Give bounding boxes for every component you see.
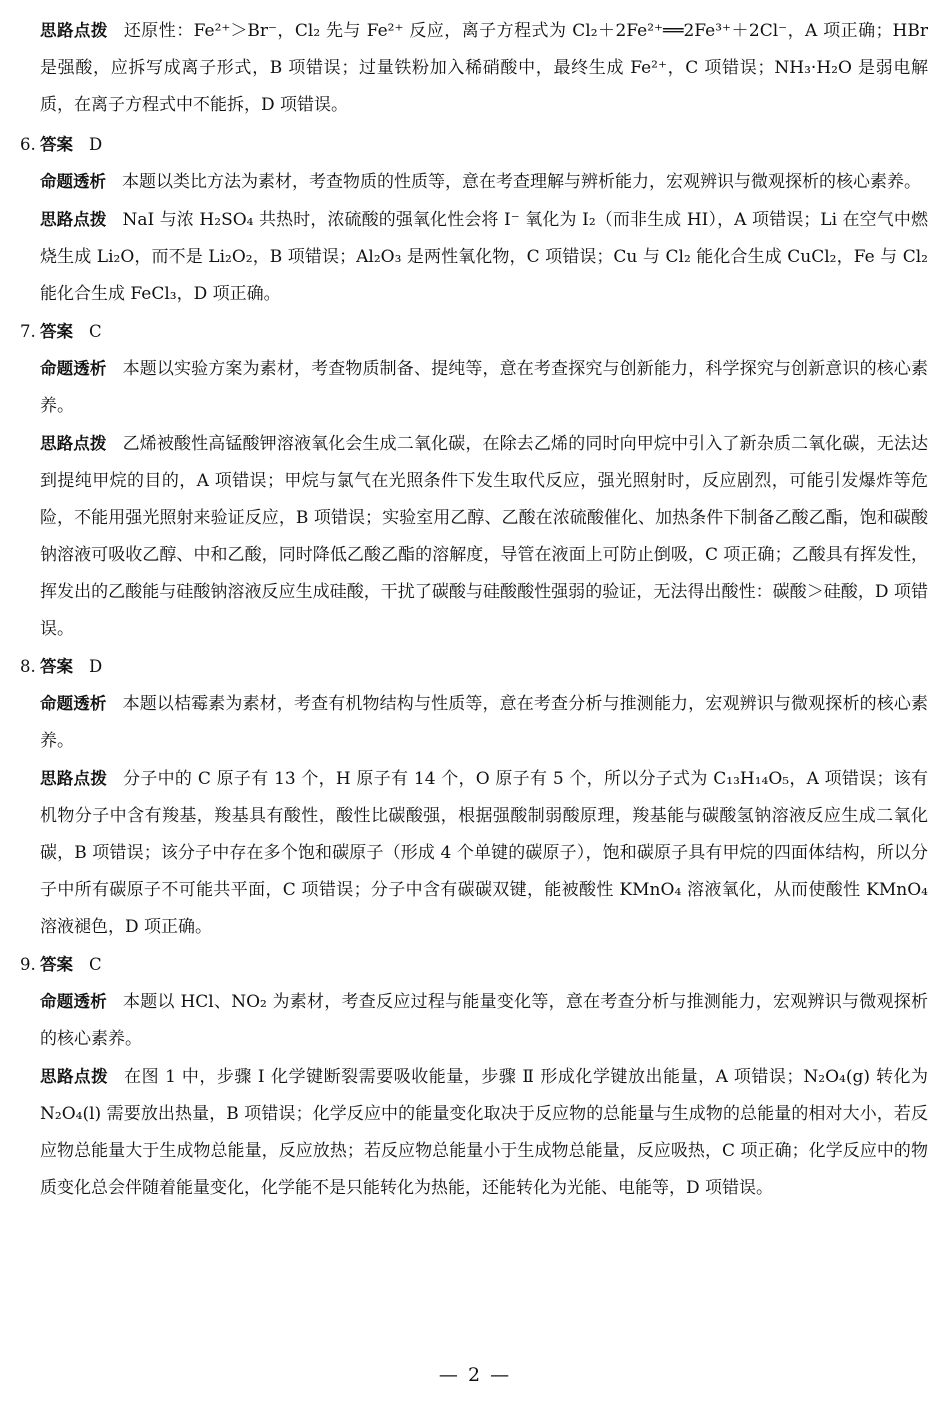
q8-answer-value: D	[89, 657, 103, 676]
q6-insight-label: 命题透析	[40, 172, 106, 191]
q7-answer-value: C	[89, 322, 102, 341]
q9-insight-label: 命题透析	[40, 992, 108, 1011]
q8-answer-line	[20, 648, 928, 685]
q7-insight-text: 本题以实验方案为素材，考查物质制备、提纯等，意在考查探究与创新能力，科学探究与创新意识的核心素养。	[40, 359, 929, 416]
q7-insight-label: 命题透析	[40, 359, 107, 378]
q9-answer-label: 答案	[40, 955, 73, 974]
q7-reasoning-text: 乙烯被酸性高锰酸钾溶液氧化会生成二氧化碳，在除去乙烯的同时向甲烷中引入了新杂质二氧化碳，无法达到提纯甲烷的目的，A 项错误；甲烷与氯气在光照条件下发生取代反应，强光照射时，反应剧烈，可能引发爆炸等危险，不能用强光照射来验证反应，B 项错误；实验室用乙醇、乙酸在浓硫酸催化、加热条件下制备乙酸乙酯，饱和碳酸钠溶液可吸收乙醇、中和乙酸，同时降低乙酸乙酯的溶解度，导管在液面上可防止倒吸，C 项正确；乙酸具有挥发性，挥发出的乙酸能与硅酸钠溶液反应生成硅酸，干扰了碳酸与硅酸酸性强弱的验证，无法得出酸性：碳酸＞硅酸，D 项错误。	[40, 434, 929, 639]
q9-answer-line	[20, 946, 928, 983]
q9-insight-text: 本题以 HCl、NO₂ 为素材，考查反应过程与能量变化等，意在考查分析与推测能力，宏观辨识与微观探析的核心素养。	[40, 992, 929, 1049]
q6-answer-line	[20, 126, 928, 163]
q9-reasoning	[40, 1058, 928, 1207]
q5-reasoning	[40, 12, 928, 124]
q6-number: 6.	[20, 135, 36, 154]
question-8	[20, 648, 929, 946]
q6-reasoning	[40, 201, 928, 313]
q7-reasoning	[40, 425, 928, 648]
q7-reasoning-label: 思路点拨	[40, 434, 107, 453]
q6-insight-text: 本题以类比方法为素材，考查物质的性质等，意在考查理解与辨析能力，宏观辨识与微观探析的核心素养。	[122, 172, 921, 192]
q9-insight	[40, 983, 928, 1058]
q8-insight-label: 命题透析	[40, 694, 107, 713]
q7-number: 7.	[20, 322, 36, 341]
q9-number: 9.	[20, 955, 36, 974]
q6-reasoning-text: NaI 与浓 H₂SO₄ 共热时，浓硫酸的强氧化性会将 I⁻ 氧化为 I₂（而非生成 HI），A 项错误；Li 在空气中燃烧生成 Li₂O，而不是 Li₂O₂，B 项错误；Al₂O₃ 是两性氧化物，C 项错误；Cu 与 Cl₂ 能化合生成 CuCl₂，Fe 与 Cl₂ 能化合生成 FeCl₃，D 项正确。	[40, 210, 928, 304]
q7-answer-label: 答案	[40, 322, 73, 341]
question-6	[20, 126, 928, 313]
q8-insight	[40, 685, 928, 760]
q5-reasoning-label: 思路点拨	[40, 21, 108, 40]
page-content	[20, 0, 929, 1207]
q6-answer-label: 答案	[40, 135, 73, 154]
q5-reasoning-text: 还原性：Fe²⁺＞Br⁻，Cl₂ 先与 Fe²⁺ 反应，离子方程式为 Cl₂＋2Fe²⁺══2Fe³⁺＋2Cl⁻，A 项正确；HBr 是强酸，应拆写成离子形式，B 项错误；过量铁粉加入稀硝酸中，最终生成 Fe²⁺，C 项错误；NH₃·H₂O 是弱电解质，在离子方程式中不能拆，D 项错误。	[40, 21, 929, 115]
question-9	[20, 946, 929, 1207]
q8-reasoning-text: 分子中的 C 原子有 13 个，H 原子有 14 个，O 原子有 5 个，所以分子式为 C₁₃H₁₄O₅，A 项错误；该有机物分子中含有羧基，羧基具有酸性，酸性比碳酸强，根据强酸制弱酸原理，羧基能与碳酸氢钠溶液反应生成二氧化碳，B 项错误；该分子中存在多个饱和碳原子（形成 4 个单键的碳原子），饱和碳原子具有甲烷的四面体结构，所以分子中所有碳原子不可能共平面，C 项错误；分子中含有碳碳双键，能被酸性 KMnO₄ 溶液氧化，从而使酸性 KMnO₄ 溶液褪色，D 项正确。	[40, 769, 928, 937]
page-number: — 2 —	[438, 1364, 512, 1386]
q6-insight	[40, 163, 928, 201]
q9-reasoning-text: 在图 1 中，步骤 Ⅰ 化学键断裂需要吸收能量，步骤 Ⅱ 形成化学键放出能量，A 项错误；N₂O₄(g) 转化为 N₂O₄(l) 需要放出热量，B 项错误；化学反应中的能量变化取决于反应物的总能量与生成物的总能量的相对大小，若反应物总能量大于生成物总能量，反应放热；若反应物总能量小于生成物总能量，反应吸热，C 项正确；化学反应中的物质变化总会伴随着能量变化，化学能不是只能转化为热能，还能转化为光能、电能等，D 项错误。	[40, 1067, 928, 1198]
q8-reasoning-label: 思路点拨	[40, 769, 108, 788]
question-7	[20, 313, 929, 648]
q9-answer-value: C	[89, 955, 102, 974]
q8-insight-text: 本题以桔霉素为素材，考查有机物结构与性质等，意在考查分析与推测能力，宏观辨识与微观探析的核心素养。	[40, 694, 929, 751]
q7-insight	[40, 350, 928, 425]
q7-answer-line	[20, 313, 928, 350]
q6-reasoning-label: 思路点拨	[40, 210, 107, 229]
q9-reasoning-label: 思路点拨	[40, 1067, 109, 1086]
q8-reasoning	[40, 760, 928, 946]
q8-number: 8.	[20, 657, 36, 676]
q8-answer-label: 答案	[40, 657, 73, 676]
q6-answer-value: D	[89, 135, 103, 154]
